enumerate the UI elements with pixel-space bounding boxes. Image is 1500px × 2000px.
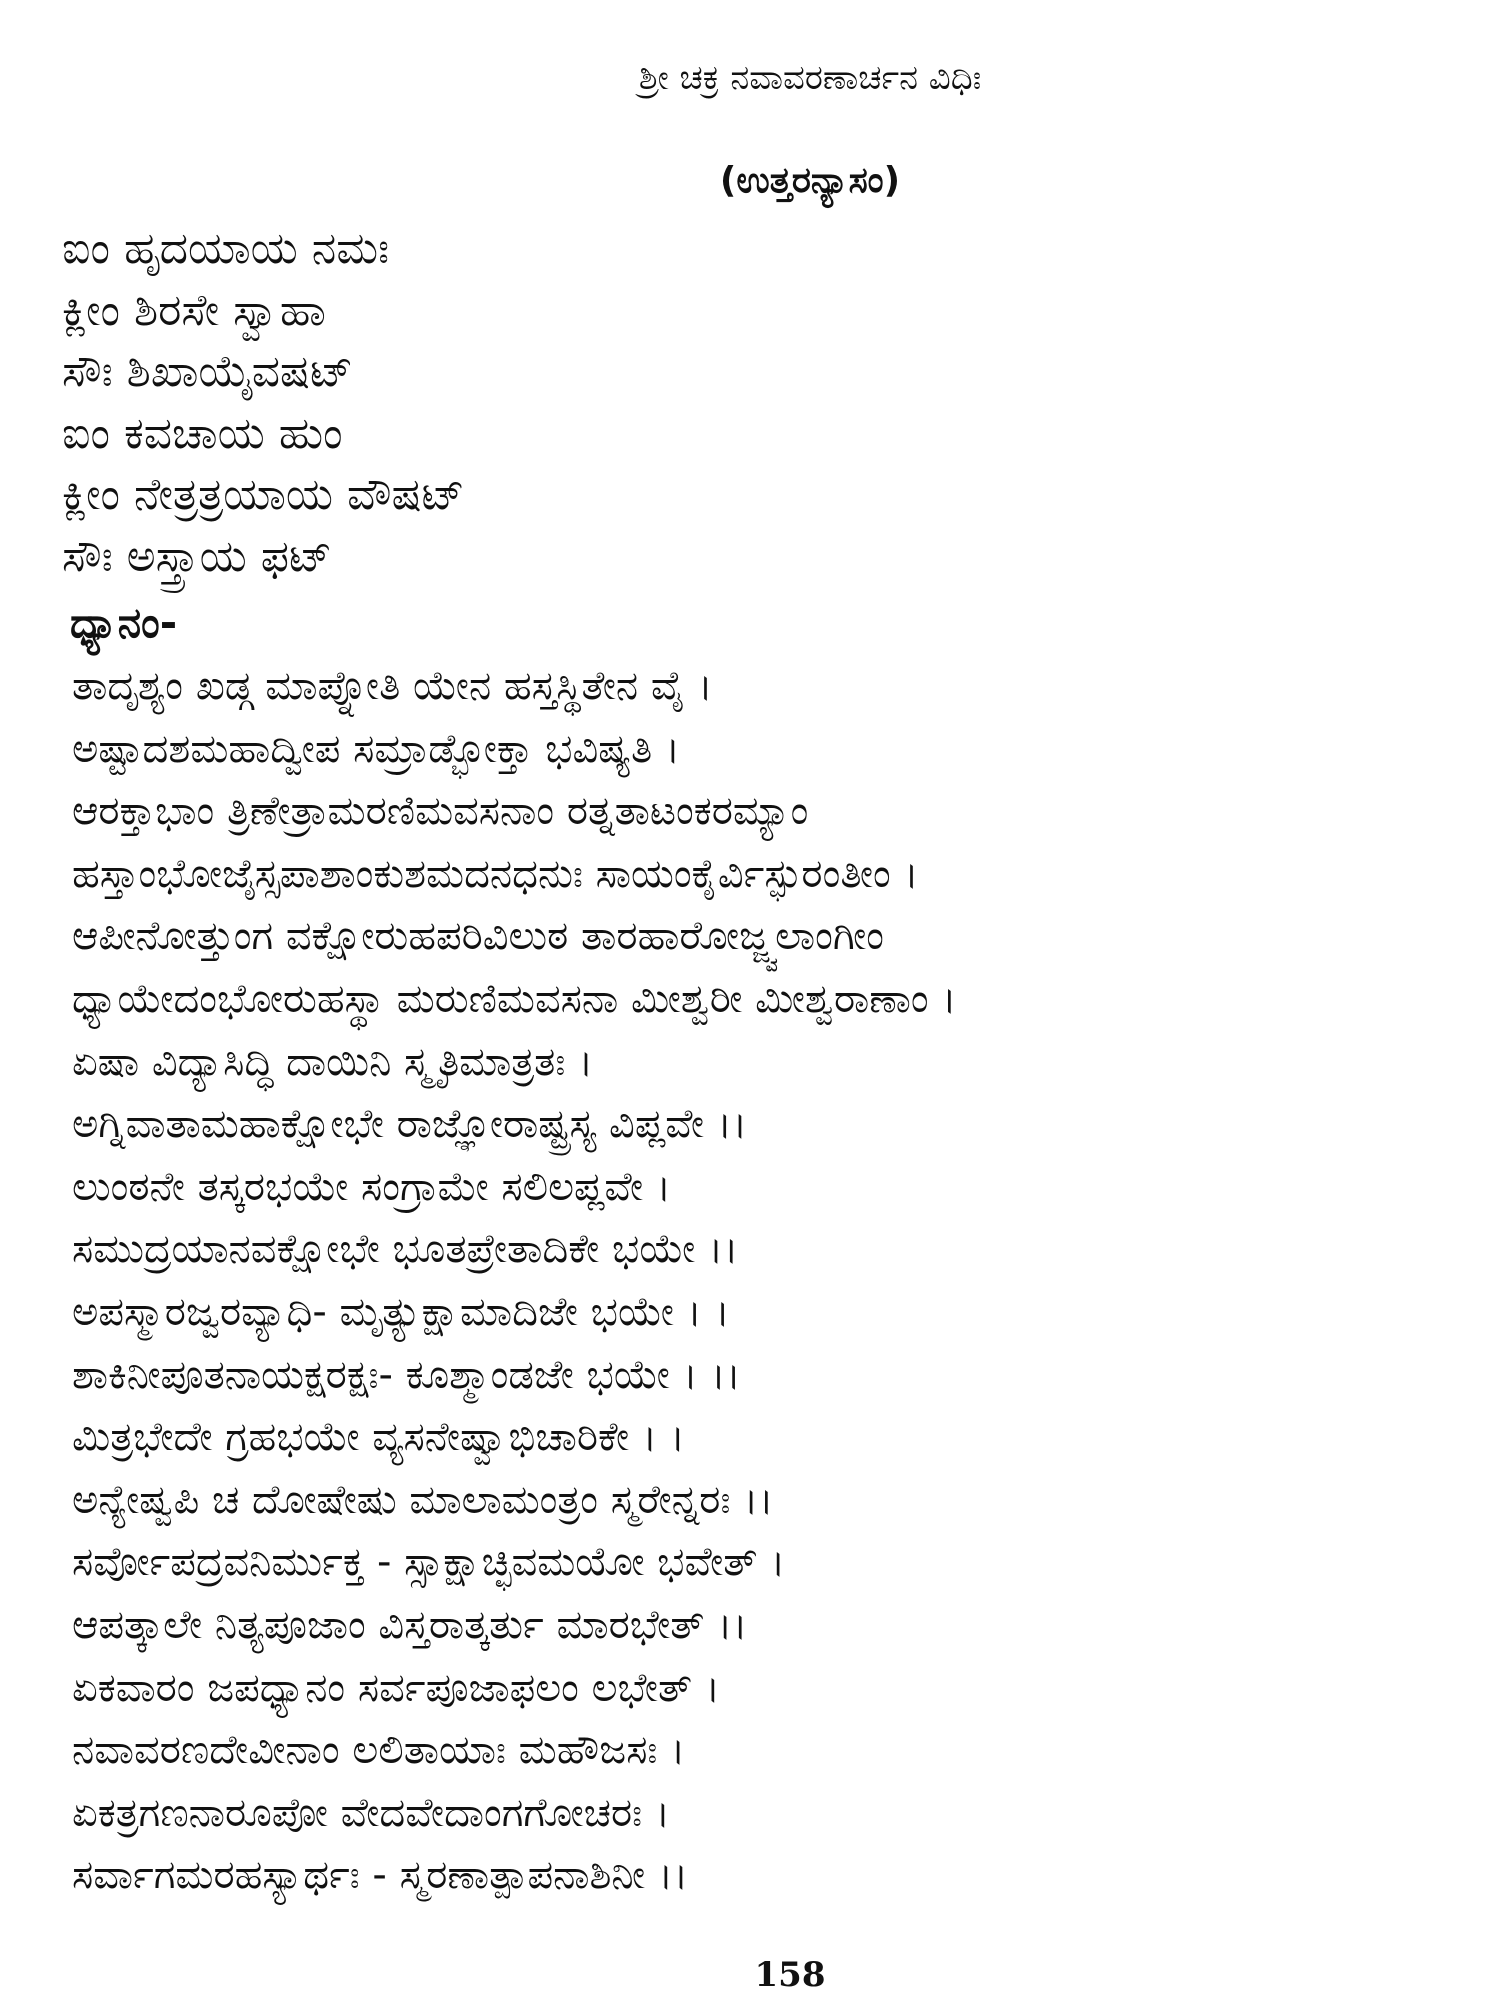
verse-line: ಧ್ಯಾಯೇದಂಭೋರುಹಸ್ಥಾ ಮರುಣಿಮವಸನಾ ಮೀಶ್ವರೀ ಮೀಶ್ವರಾಣಾಂ ।: [72, 975, 957, 1022]
verse-line: ಆರಕ್ತಾಭಾಂ ತ್ರಿಣೇತ್ರಾಮರಣಿಮವಸನಾಂ ರತ್ನತಾಟಂಕರಮ್ಯಾಂ: [72, 788, 809, 835]
verse-line: ಏಕತ್ರಗಣನಾರೂಪೋ ವೇದವೇದಾಂಗಗೋಚರಃ ।: [72, 1789, 671, 1836]
page-number: 158: [754, 1955, 826, 1995]
nyasa-line: ಸೌಃ ಶಿಖಾಯೈವಷಟ್: [62, 346, 354, 397]
nyasa-line: ಐಂ ಹೃದಯಾಯ ನಮಃ: [62, 223, 390, 274]
page-title: ಶ್ರೀ ಚಕ್ರ ನವಾವರಣಾರ್ಚನ ವಿಧಿಃ: [638, 58, 982, 98]
verse-line: ಸರ್ವೋಪದ್ರವನಿರ್ಮುಕ್ತ - ಸ್ಸಾಕ್ಷಾಚ್ಛಿವಮಯೋ ಭವೇತ್ ।: [72, 1539, 786, 1586]
verse-line: ಆಪೀನೋತ್ತುಂಗ ವಕ್ಷೋರುಹಪರಿವಿಲುಠ ತಾರಹಾರೋಜ್ಜ್ವಲಾಂಗೀಂ: [72, 913, 884, 960]
verse-line: ಸರ್ವಾಗಮರಹಸ್ಯಾರ್ಥಃ - ಸ್ಮರಣಾತ್ಪಾಪನಾಶಿನೀ ।।: [72, 1852, 689, 1899]
page-header: [0, 58, 1500, 98]
verse-line: ಲುಂಠನೇ ತಸ್ಕರಭಯೇ ಸಂಗ್ರಾಮೇ ಸಲಿಲಪ್ಲವೇ ।: [72, 1163, 672, 1210]
verse-line: ಅಗ್ನಿವಾತಾಮಹಾಕ್ಷೋಭೇ ರಾಜ್ಞೋರಾಷ್ಟ್ರಸ್ಯ ವಿಪ್ಲವೇ ।।: [72, 1101, 748, 1148]
verse-line: ಸಮುದ್ರಯಾನವಕ್ಷೋಭೇ ಭೂತಪ್ರೇತಾದಿಕೇ ಭಯೇ ।।: [72, 1226, 739, 1273]
section-heading-text: (ಉತ್ತರನ್ಯಾಸಂ): [719, 160, 901, 201]
nyasa-line: ಐಂ ಕವಚಾಯ ಹುಂ: [62, 407, 343, 459]
nyasa-line: ಸೌಃ ಅಸ್ತ್ರಾಯ ಫಟ್: [62, 530, 333, 582]
verse-line: ನವಾವರಣದೇವೀನಾಂ ಲಲಿತಾಯಾಃ ಮಹೌಜಸಃ ।: [72, 1727, 686, 1774]
verse-block: [72, 655, 957, 1907]
verse-line: ಅಷ್ಟಾದಶಮಹಾದ್ವೀಪ ಸಮ್ರಾಡ್ಭೋಕ್ತಾ ಭವಿಷ್ಯತಿ ।: [72, 725, 681, 772]
verse-line: ಶಾಕಿನೀಪೂತನಾಯಕ್ಷರಕ್ಷಃ- ಕೂಶ್ಮಾಂಡಜೇ ಭಯೇ । ।।: [72, 1351, 741, 1398]
verse-line: ಅಪಸ್ಮಾರಜ್ವರವ್ಯಾಧಿ- ಮೃತ್ಯುಕ್ಷಾಮಾದಿಜೇ ಭಯೇ । ।: [72, 1288, 730, 1335]
verse-line: ಹಸ್ತಾಂಭೋಜೈಸ್ಸಪಾಶಾಂಕುಶಮದನಧನುಃ ಸಾಯಂಕೈರ್ವಿಸ್ಫುರಂತೀಂ ।: [72, 850, 919, 897]
verse-line: ಏಕವಾರಂ ಜಪಧ್ಯಾನಂ ಸರ್ವಪೂಜಾಫಲಂ ಲಭೇತ್ ।: [72, 1664, 721, 1711]
nyasa-line: ಕ್ಲೀಂ ನೇತ್ರತ್ರಯಾಯ ವೌಷಟ್: [62, 469, 465, 520]
dhyana-label: ಧ್ಯಾನಂ-: [70, 598, 178, 647]
verse-line: ಅನ್ಯೇಷ್ವಪಿ ಚ ದೋಷೇಷು ಮಾಲಾಮಂತ್ರಂ ಸ್ಮರೇನ್ನರಃ ।।: [72, 1476, 774, 1523]
nyasa-block: [62, 218, 465, 587]
verse-line: ತಾದೃಶ್ಯಂ ಖಡ್ಗ ಮಾಪ್ನೋತಿ ಯೇನ ಹಸ್ತಸ್ಥಿತೇನ ವೈ ।: [72, 663, 713, 709]
section-heading: [0, 160, 1500, 202]
verse-line: ಏಷಾ ವಿದ್ಯಾಸಿದ್ಧಿ ದಾಯಿನಿ ಸ್ಮೃತಿಮಾತ್ರತಃ ।: [72, 1038, 594, 1085]
nyasa-line: ಕ್ಲೀಂ ಶಿರಸೇ ಸ್ವಾಹಾ: [62, 284, 326, 336]
verse-line: ಮಿತ್ರಭೇದೇ ಗ್ರಹಭಯೇ ವ್ಯಸನೇಷ್ವಾಭಿಚಾರಿಕೇ । ।: [72, 1414, 685, 1461]
verse-line: ಆಪತ್ಕಾಲೇ ನಿತ್ಯಪೂಜಾಂ ವಿಸ್ತರಾತ್ಕರ್ತು ಮಾರಭೇತ್ ।।: [72, 1601, 748, 1648]
